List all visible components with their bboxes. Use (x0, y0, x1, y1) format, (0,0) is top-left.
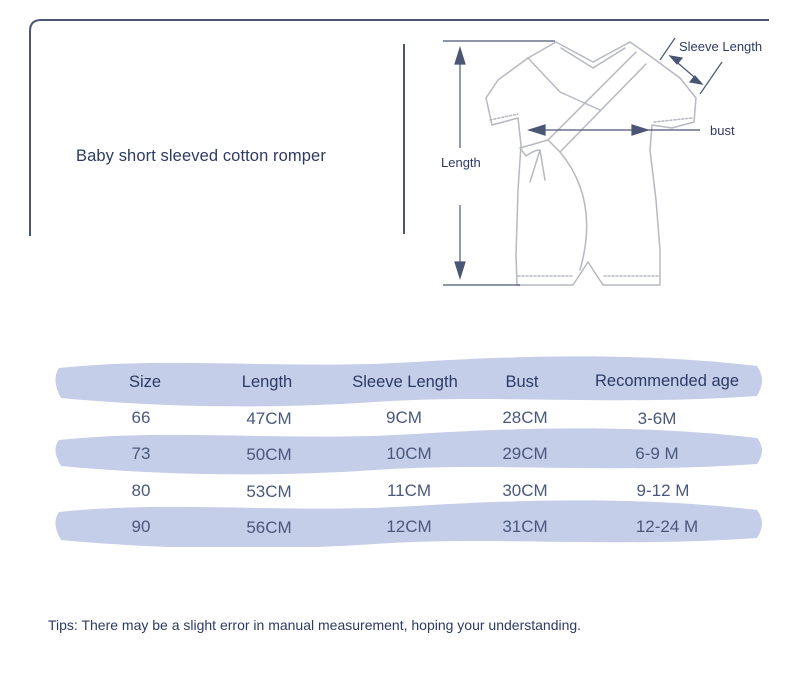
table-cell: 9CM (386, 408, 422, 427)
table-cell: 47CM (246, 409, 292, 428)
product-name: Baby short sleeved cotton romper (76, 147, 326, 165)
table-cell: 73 (131, 444, 151, 463)
table-cell: 28CM (502, 408, 548, 427)
tips-note: Tips: There may be a slight error in manual measurement, hoping your understanding. (48, 617, 582, 633)
header-bust: Bust (505, 373, 539, 391)
table-cell: 90 (131, 517, 151, 536)
table-cell: 11CM (386, 481, 432, 500)
table-cell: 12CM (386, 517, 432, 536)
table-cell: 6-9 M (635, 444, 679, 463)
sleeve-length-label: Sleeve Length (679, 39, 763, 54)
table-cell: 80 (131, 481, 151, 500)
table-cell: 10CM (386, 444, 432, 463)
table-cell: 50CM (246, 445, 292, 464)
table-cell: 66 (131, 408, 151, 427)
table-cell: 31CM (502, 517, 548, 536)
table-cell: 30CM (502, 481, 548, 500)
romper-diagram (430, 30, 800, 300)
size-table (55, 352, 765, 547)
table-cell: 12-24 M (635, 517, 699, 536)
table-cell: 9-12 M (636, 481, 690, 500)
table-cell: 56CM (246, 518, 292, 537)
frame-divider (403, 44, 405, 234)
table-cell: 29CM (502, 444, 548, 463)
header-recommended-age: Recommended age (594, 372, 740, 390)
table-cell: 53CM (246, 482, 292, 501)
table-cell: 3-6M (637, 409, 677, 428)
header-length: Length (241, 373, 293, 391)
length-label: Length (441, 155, 481, 170)
bust-label: bust (710, 123, 735, 138)
header-sleeve-length: Sleeve Length (352, 373, 458, 391)
header-size: Size (128, 373, 162, 391)
